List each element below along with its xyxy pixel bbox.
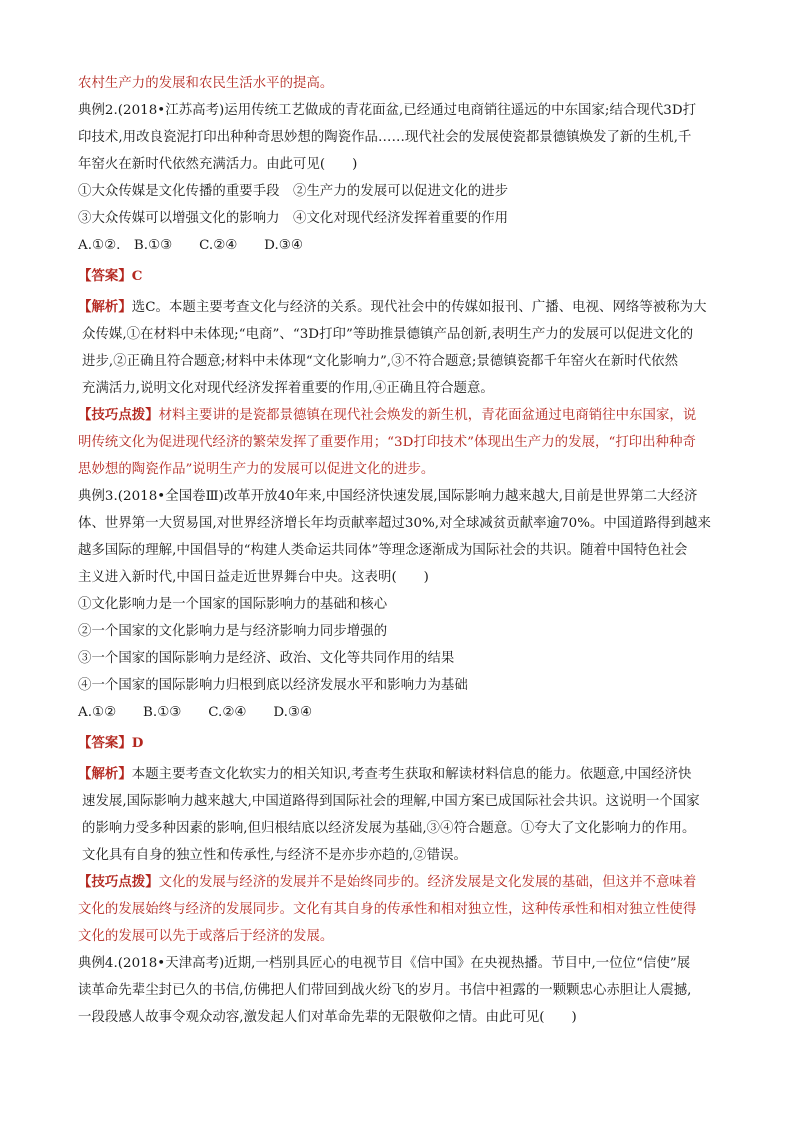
text-line: 越多国际的理解,中国倡导的“构建人类命运共同体”等理念逐渐成为国际社会的共识。随着中国特色社会 [78, 543, 688, 558]
option-line: ①大众传媒是文化传播的重要手段 ②生产力的发展可以促进文化的进步 [78, 184, 509, 199]
tip-quote: “打印出种种奇 [608, 435, 696, 450]
question-2-stem: 典例2.(2018•江苏高考)运用传统工艺做成的青花面盆,已经通过电商销往遥远的中东国家;结合现代3D打 [78, 103, 697, 118]
analysis-tag: 【解析】 [78, 766, 132, 782]
tip-line [78, 402, 724, 429]
analysis-line [78, 761, 724, 788]
text-line: 文化具有自身的独立性和传承性,与经济不是亦步亦趋的,②错误。 [82, 848, 467, 863]
option-line: ③大众传媒可以增强文化的影响力 ④文化对现代经济发挥着重要的作用 [78, 211, 509, 226]
analysis-text: 本题主要考查文化软实力的相关知识,考查考生获取和解读材料信息的能力。依题意,中国经济快 [131, 767, 692, 782]
option-line: ④一个国家的国际影响力归根到底以经济发展水平和影响力为基础 [78, 678, 468, 693]
text-line: 思妙想的陶瓷作品”说明生产力的发展可以促进文化的进步。 [78, 462, 435, 477]
answer-value: D [131, 735, 144, 751]
text-line: 读革命先辈尘封已久的书信,仿佛把人们带回到战火纷飞的岁月。书信中袒露的一颗颗忠心赤胆让人震撼, [78, 983, 692, 998]
text-line: 进步,②正确且符合题意;材料中未体现“文化影响力”,③不符合题意;景德镇瓷都千年窑火在新时代依然 [82, 354, 679, 369]
answer-line [78, 263, 724, 290]
text-line: 充满活力,说明文化对现代经济发挥着重要的作用,④正确且符合题意。 [82, 381, 494, 396]
text-line: 众传媒,①在材料中未体现;“电商”、“3D打印”等助推景德镇产品创新,表明生产力的发展可以促进文化的 [82, 327, 694, 342]
tip-line [78, 869, 724, 896]
text-line: 的影响力受多种因素的影响,但归根结底以经济发展为基础,③④符合题意。①夸大了文化影响力的作用。 [82, 821, 696, 836]
text-line: 印技术,用改良瓷泥打印出种种奇思妙想的陶瓷作品……现代社会的发展使瓷都景德镇焕发了新的生机,千 [78, 130, 692, 145]
analysis-line [78, 294, 724, 321]
text-line: 年窑火在新时代依然充满活力。由此可见( ) [78, 157, 358, 172]
tip-tag: 【技巧点拨】 [78, 874, 159, 890]
question-4-stem: 典例4.(2018•天津高考)近期,一档别具匠心的电视节目《信中国》在央视热播。节目中,一位位“信使”展 [78, 956, 691, 971]
tip-text: 文化的发展与经济的发展并不是始终同步的。经济发展是文化发展的基础，但这并不意味着 [158, 875, 697, 890]
answer-tag: 【答案】 [78, 268, 132, 284]
text-line [78, 429, 724, 456]
text-line: 文化的发展始终与经济的发展同步。文化有其自身的传承性和相对独立性，这种传承性和相对独立性使得 [78, 902, 697, 917]
tip-text: 材料主要讲的是瓷都景德镇在现代社会焕发的新生机，青花面盆通过电商销往中东国家，说 [158, 408, 697, 423]
option-line: ③一个国家的国际影响力是经济、政治、文化等共同作用的结果 [78, 651, 455, 666]
answer-value: C [131, 268, 143, 284]
document-page [78, 70, 724, 1031]
answer-line [78, 730, 724, 757]
option-line: ①文化影响力是一个国家的国际影响力的基础和核心 [78, 597, 388, 612]
text-line: 主义进入新时代,中国日益走近世界舞台中央。这表明( ) [78, 570, 429, 585]
text-line: 农村生产力的发展和农民生活水平的提高。 [78, 76, 334, 91]
option-line: ②一个国家的文化影响力是与经济影响力同步增强的 [78, 624, 388, 639]
question-3-stem: 典例3.(2018•全国卷Ⅲ)改革开放40年来,中国经济快速发展,国际影响力越来越大,目前是世界第二大经济 [78, 489, 698, 504]
text-line: 文化的发展可以先于或落后于经济的发展。 [78, 929, 334, 944]
analysis-text: 选C。本题主要考查文化与经济的关系。现代社会中的传媒如报刊、广播、电视、网络等被称为大 [131, 300, 707, 315]
choice-line: A.①②. B.①③ C.②④ D.③④ [78, 238, 303, 253]
text-line: 一段段感人故事令观众动容,激发起人们对革命先辈的无限敬仰之情。由此可见( ) [78, 1010, 577, 1025]
choice-line: A.①② B.①③ C.②④ D.③④ [78, 705, 313, 720]
answer-tag: 【答案】 [78, 735, 132, 751]
tip-tag: 【技巧点拨】 [78, 407, 159, 423]
analysis-tag: 【解析】 [78, 299, 132, 315]
text-line: 体、世界第一大贸易国,对世界经济增长年均贡献率超过30%,对全球减贫贡献率逾70%。中国道路得到越来 [78, 516, 711, 531]
tip-text: 明传统文化为促进现代经济的繁荣发挥了重要作用；“3D打印技术”体现出生产力的发展， [78, 435, 609, 450]
text-line: 速发展,国际影响力越来越大,中国道路得到国际社会的理解,中国方案已成国际社会共识。这说明一个国家 [82, 794, 700, 809]
